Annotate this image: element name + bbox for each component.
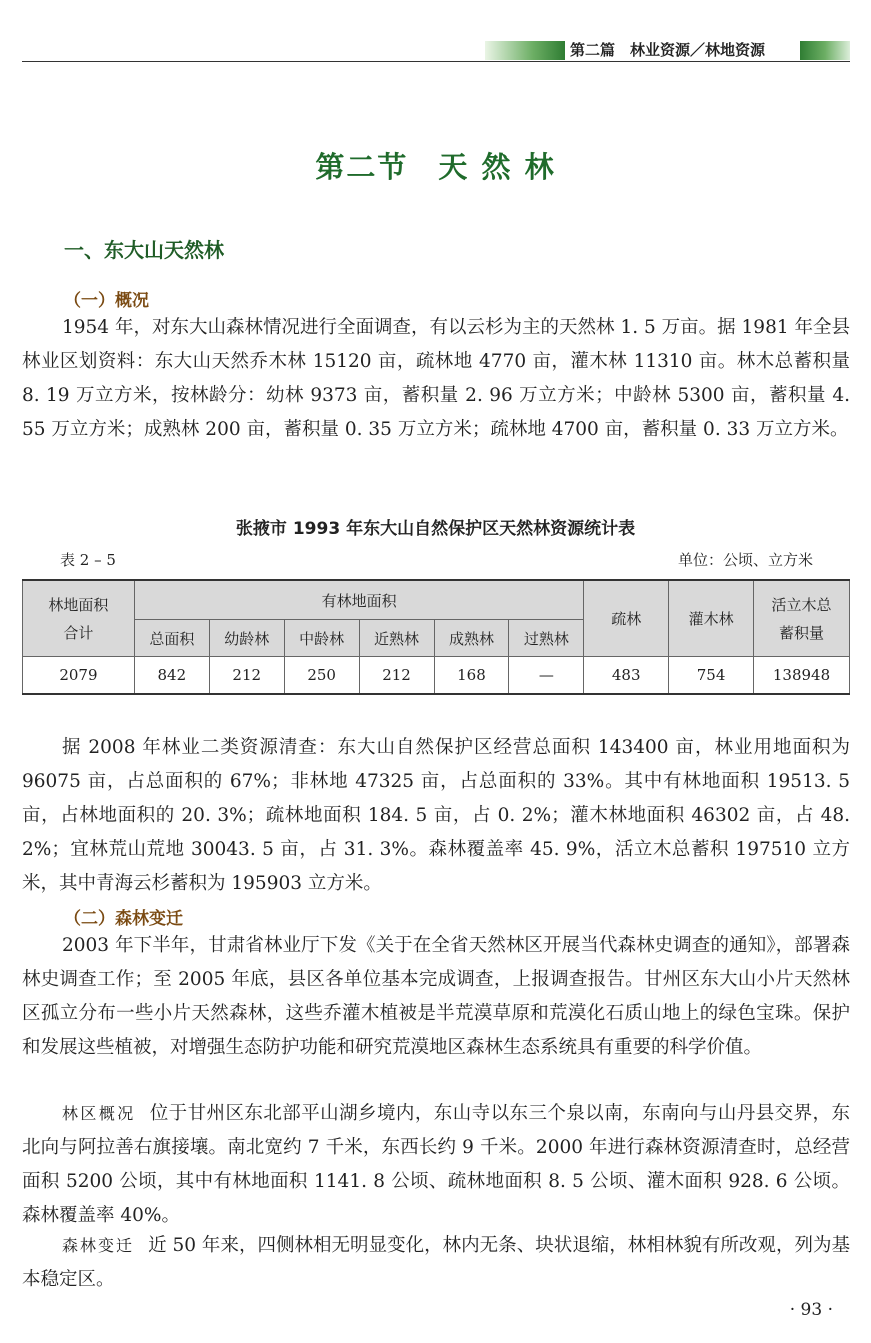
run-in-label-change: 森林变迁	[62, 1236, 135, 1255]
table-cell: 138948	[754, 657, 850, 695]
table-cell: —	[509, 657, 584, 695]
header-decor-bar-right	[800, 41, 850, 60]
subheader-cell: 幼龄林	[209, 620, 284, 657]
paragraph-forest-change	[22, 1229, 850, 1297]
table-cell: 250	[284, 657, 359, 695]
table-row	[23, 657, 850, 695]
table-cell: 754	[669, 657, 754, 695]
header-total-area: 林地面积合计	[23, 580, 135, 657]
subheader-cell: 成熟林	[434, 620, 509, 657]
paragraph-overview: 1954 年，对东大山森林情况进行全面调查，有以云杉为主的天然林 1. 5 万亩。据 1981 年全县林业区划资料：东大山天然乔木林 15120 亩，疏林地 4770 亩，灌木林 11310 亩。林木总蓄积量 8. 19 万立方米，按林龄分：幼林 9373 亩，蓄积量 2. 96 万立方米；中龄林 5300 亩，蓄积量 4. 55 万立方米；成熟林 200 亩，蓄积量 0. 35 万立方米；疏林地 4700 亩，蓄积量 0. 33 万立方米。	[22, 317, 850, 440]
subheader-cell: 总面积	[134, 620, 209, 657]
table-cell: 2079	[23, 657, 135, 695]
header-rule	[22, 61, 850, 62]
table-unit: 单位：公顷、立方米	[677, 551, 813, 569]
table-title: 张掖市 1993 年东大山自然保护区天然林资源统计表	[235, 519, 636, 539]
header-stock: 活立木总蓄积量	[754, 580, 850, 657]
subheading-overview: （一）概况	[64, 291, 149, 311]
paragraph-2008-survey: 据 2008 年林业二类资源清查：东大山自然保护区经营总面积 143400 亩，林业用地面积为 96075 亩，占总面积的 67%；非林地 47325 亩，占总面积的 33%。其中有林地面积 19513. 5 亩，占林地面积的 20. 3%；疏林地面积 184. 5 亩，占 0. 2%；灌木林地面积 46302 亩，占 48. 2%；宜林荒山荒地 30043. 5 亩，占 31. 3%。森林覆盖率 45. 9%，活立木总蓄积 197510 立方米，其中青海云杉蓄积为 195903 立方米。	[22, 737, 850, 894]
area-overview-text: 位于甘州区东北部平山湖乡境内，东山寺以东三个泉以南，东南向与山丹县交界，东北向与阿拉善右旗接壤。南北宽约 7 千米，东西长约 9 千米。2000 年进行森林资源清查时，总经营面积 5200 公顷，其中有林地面积 1141. 8 公顷、疏林地面积 8. 5 公顷、灌木面积 928. 6 公顷。森林覆盖率 40%。	[22, 1103, 850, 1226]
header-title: 第二篇 林业资源／林地资源	[570, 41, 766, 59]
table-cell: 212	[359, 657, 434, 695]
subheader-cell: 中龄林	[284, 620, 359, 657]
paragraph-area-overview	[22, 1097, 850, 1233]
section-title-number: 第二节	[315, 150, 409, 184]
run-in-label-overview: 林区概况	[62, 1104, 136, 1123]
paragraph-forest-history: 2003 年下半年，甘肃省林业厅下发《关于在全省天然林区开展当代森林史调查的通知》，部署森林史调查工作；至 2005 年底，县区各单位基本完成调查，上报调查报告。甘州区东大山小片天然林区孤立分布一些小片天然森林，这些乔灌木植被是半荒漠草原和荒漠化石质山地上的绿色宝珠。保护和发展这些植被，对增强生态防护功能和研究荒漠地区森林生态系统具有重要的科学价值。	[22, 935, 850, 1058]
table-number: 表 2 – 5	[60, 551, 116, 569]
subheader-cell: 近熟林	[359, 620, 434, 657]
table-cell: 842	[134, 657, 209, 695]
forest-resource-table	[22, 579, 850, 695]
header-sparse: 疏林	[584, 580, 669, 657]
subheader-cell: 过熟林	[509, 620, 584, 657]
section-title	[0, 145, 871, 186]
header-decor-bar-left	[485, 41, 565, 60]
table-cell: 212	[209, 657, 284, 695]
subheading-forest-change: （二）森林变迁	[64, 909, 183, 929]
running-header	[22, 40, 850, 62]
heading-east-dashan: 一、东大山天然林	[64, 238, 224, 262]
header-shrub: 灌木林	[669, 580, 754, 657]
table-cell: 168	[434, 657, 509, 695]
table-cell: 483	[584, 657, 669, 695]
header-forest-area: 有林地面积	[134, 580, 583, 620]
forest-change-text: 近 50 年来，四侧林相无明显变化，林内无条、块状退缩，林相林貌有所改观，列为基本稳定区。	[22, 1235, 850, 1290]
section-title-name: 天 然 林	[438, 150, 556, 184]
page-number: · 93 ·	[789, 1300, 833, 1320]
